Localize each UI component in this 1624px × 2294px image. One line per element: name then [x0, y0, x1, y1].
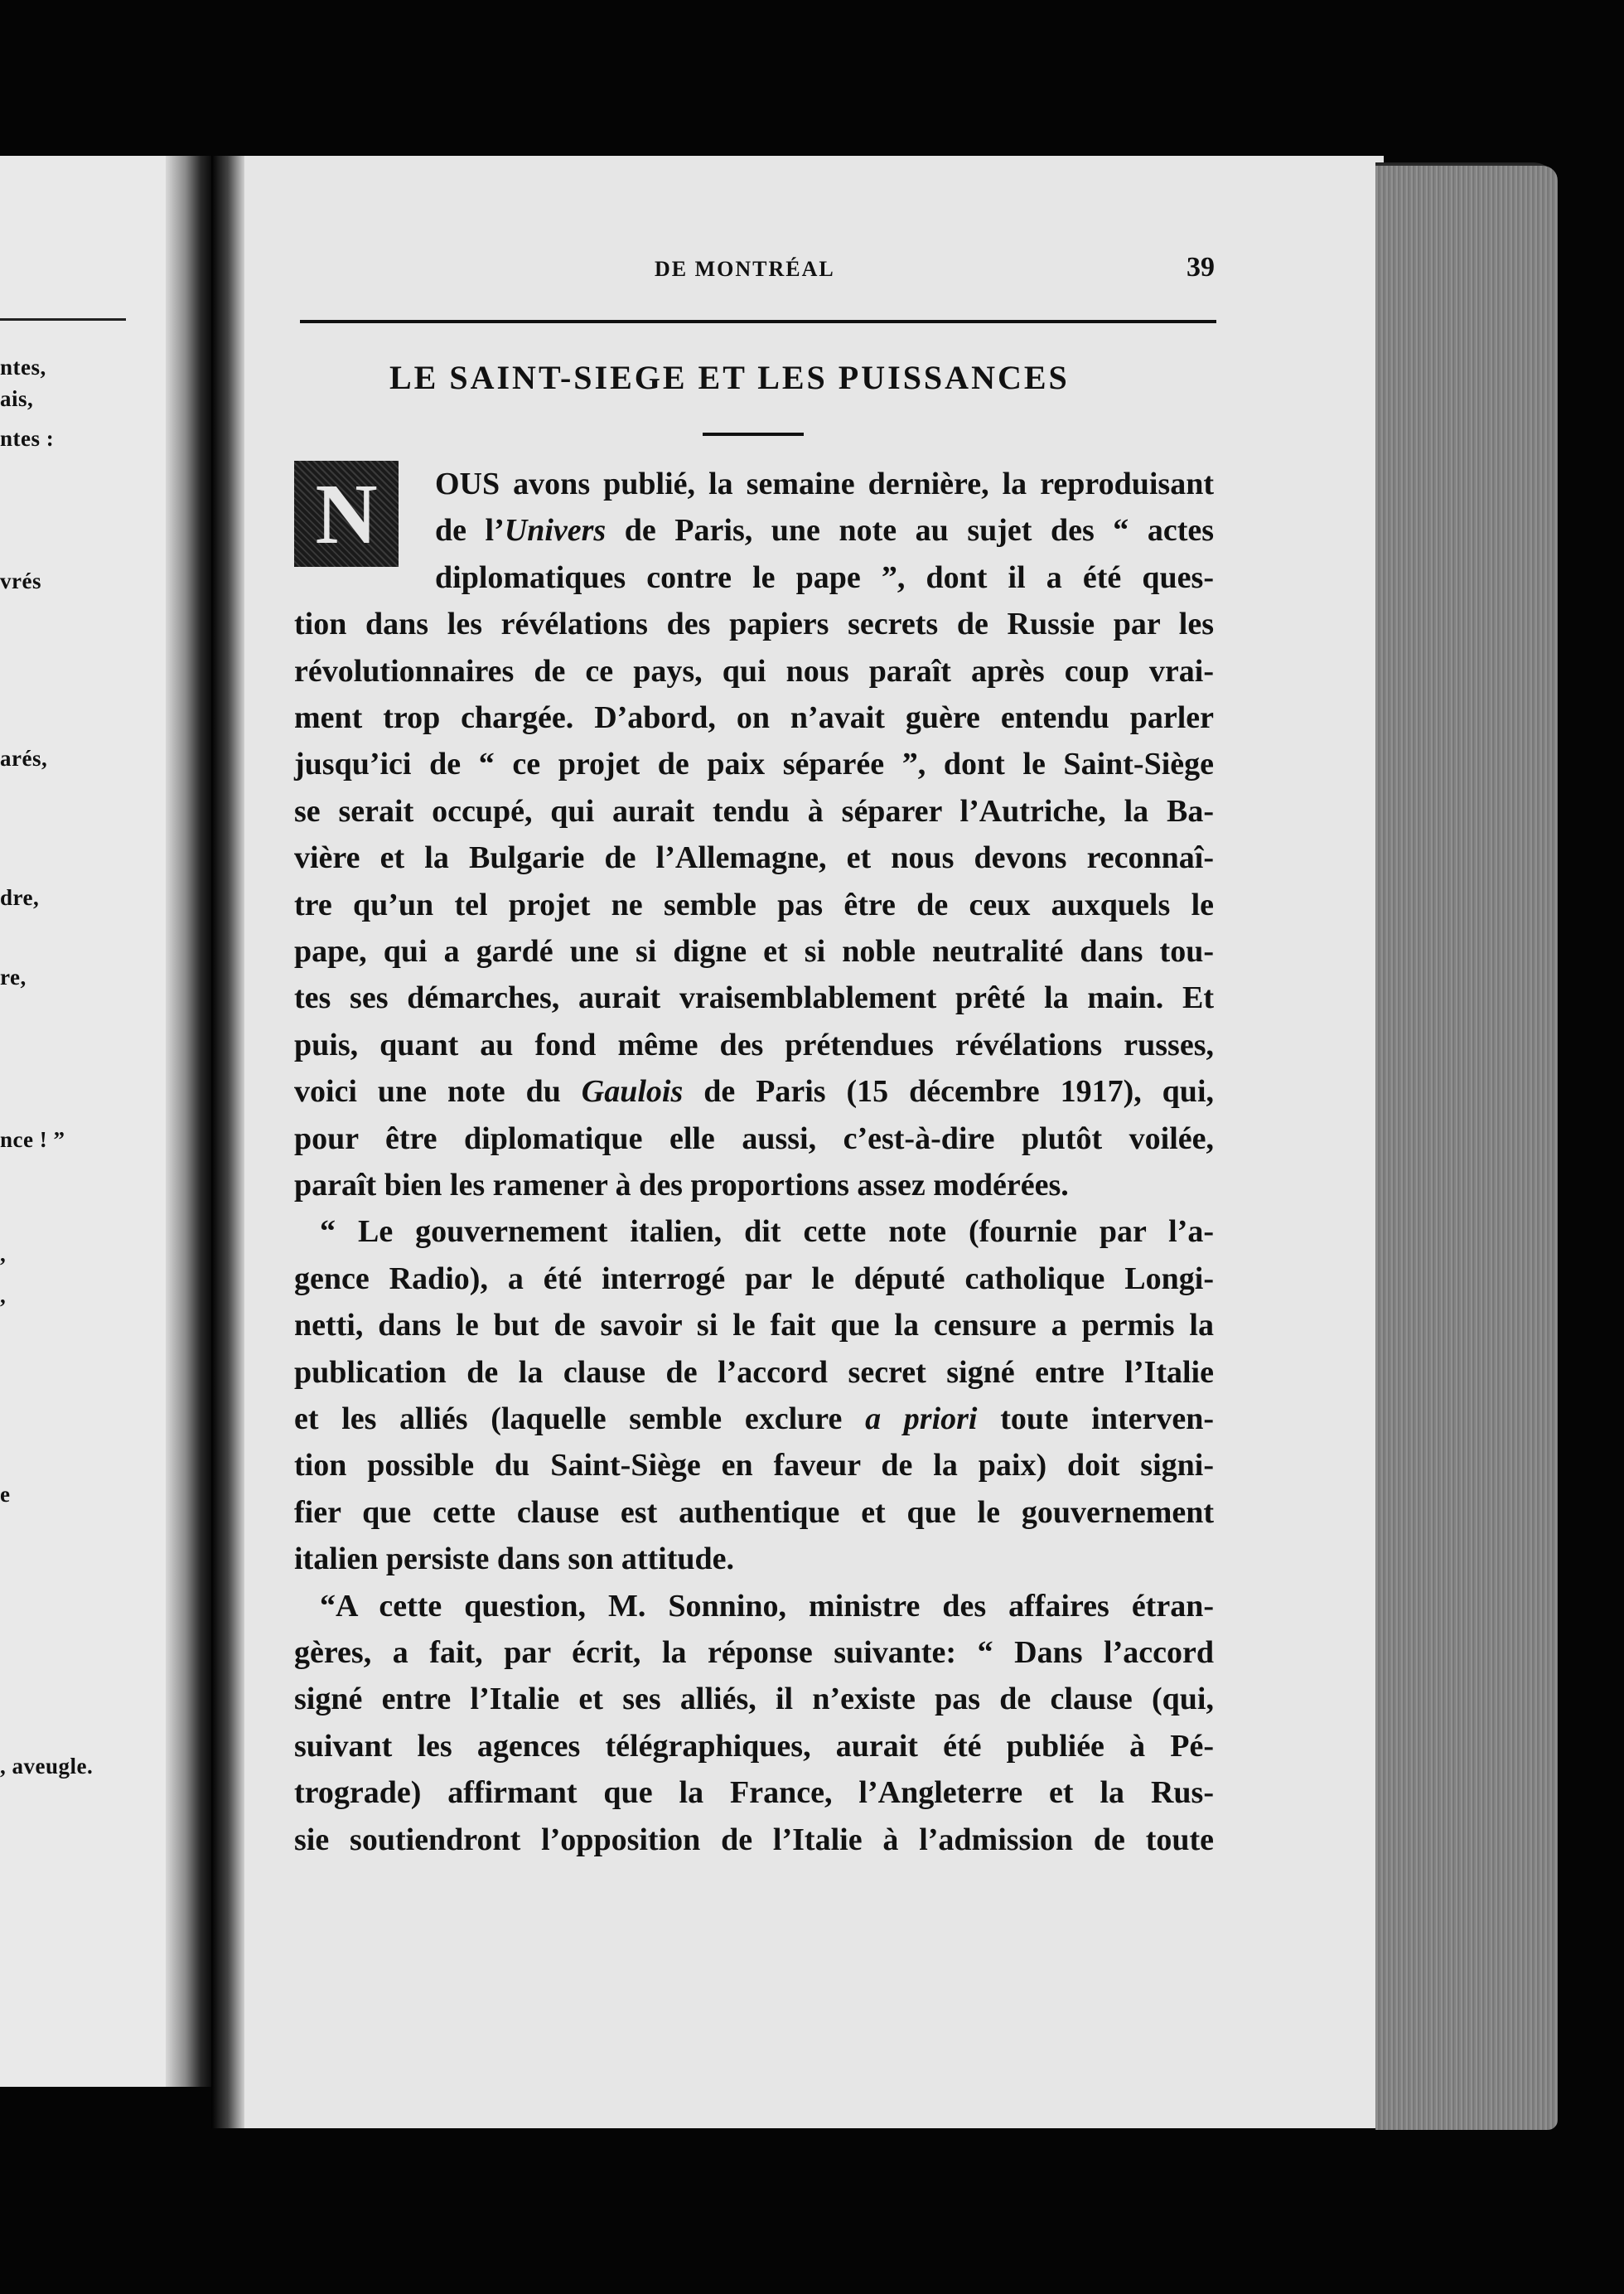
- dropcap-letter: N: [294, 461, 399, 567]
- text-line: trograde) affirmant que la France, l’Angleterre et la Rus-: [294, 1775, 1214, 1811]
- title-rule: [703, 433, 804, 436]
- left-page-rule: [0, 318, 126, 321]
- text-line: diplomatiques contre le pape ”, dont il a été ques-: [435, 559, 1214, 595]
- book-gutter-shadow: [211, 156, 244, 2128]
- text-line: de l’Univers de Paris, une note au sujet des “ actes: [435, 513, 1215, 549]
- article-title: LE SAINT-SIEGE ET LES PUISSANCES: [389, 359, 1070, 396]
- text-line: pour être diplomatique elle aussi, c’est-à-dire plutôt voilée,: [294, 1120, 1214, 1156]
- left-page-fragment: , aveugle.: [0, 1754, 94, 1779]
- book-gutter-left: [166, 156, 215, 2087]
- text-line: italien persiste dans son attitude.: [294, 1541, 734, 1577]
- left-page-fragment: ,: [0, 1283, 7, 1308]
- text-line: jusqu’ici de “ ce projet de paix séparée ”, dont le Saint-Siège: [294, 747, 1214, 782]
- italic-title: Gaulois: [581, 1074, 684, 1110]
- text-line: et les alliés (laquelle semble exclure a priori toute interven-: [294, 1401, 1214, 1436]
- text-line: vière et la Bulgarie de l’Allemagne, et nous devons reconnaî-: [294, 840, 1214, 876]
- text-line: ment trop chargée. D’abord, on n’avait guère entendu parler: [294, 700, 1214, 735]
- left-page-fragment: nce ! ”: [0, 1127, 65, 1152]
- left-page-fragment: arés,: [0, 746, 48, 771]
- text-line: puis, quant au fond même des prétendues révélations russes,: [294, 1027, 1214, 1062]
- left-page-fragment: dre,: [0, 885, 40, 910]
- running-head: DE MONTRÉAL: [655, 257, 835, 281]
- text-line: tion dans les révélations des papiers secrets de Russie par les: [294, 607, 1214, 642]
- text-line: gères, a fait, par écrit, la réponse suivante: “ Dans l’accord: [294, 1635, 1214, 1670]
- text-line: tes ses démarches, aurait vraisemblablement prêté la main. Et: [294, 980, 1214, 1016]
- text-line: paraît bien les ramener à des proportions assez modérées.: [294, 1168, 1069, 1203]
- left-page-fragment: ntes :: [0, 426, 55, 451]
- text-line: pape, qui a gardé une si digne et si noble neutralité dans tou-: [294, 934, 1214, 969]
- page-number: 39: [1187, 252, 1215, 283]
- text-line: tre qu’un tel projet ne semble pas être de ceux auxquels le: [294, 887, 1214, 922]
- text-line: se serait occupé, qui aurait tendu à séparer l’Autriche, la Ba-: [294, 793, 1214, 829]
- text-line: “ Le gouvernement italien, dit cette note (fournie par l’a-: [320, 1214, 1214, 1250]
- text-line: sie soutiendront l’opposition de l’Italie à l’admission de toute: [294, 1822, 1214, 1857]
- left-page-fragment: re,: [0, 965, 27, 990]
- text-line: voici une note du Gaulois de Paris (15 décembre 1917), qui,: [294, 1074, 1214, 1110]
- text-line: fier que cette clause est authentique et que le gouvernement: [294, 1494, 1214, 1530]
- text-line: gence Radio), a été interrogé par le député catholique Longi-: [294, 1261, 1214, 1296]
- left-page-fragment: ais,: [0, 386, 34, 411]
- text-line: “A cette question, M. Sonnino, ministre des affaires étran-: [320, 1588, 1214, 1624]
- italic-title: a priori: [865, 1401, 978, 1436]
- page-block-edge: [1375, 166, 1558, 2130]
- header-rule: [300, 320, 1216, 323]
- left-page-fragment: e: [0, 1482, 11, 1507]
- text-line: suivant les agences télégraphiques, aurait été publiée à Pé-: [294, 1728, 1214, 1764]
- text-line: netti, dans le but de savoir si le fait que la censure a permis la: [294, 1308, 1214, 1343]
- text-line: tion possible du Saint-Siège en faveur de la paix) doit signi-: [294, 1448, 1214, 1483]
- left-page-fragment: vrés: [0, 569, 41, 593]
- text-line: publication de la clause de l’accord secret signé entre l’Italie: [294, 1354, 1214, 1390]
- left-page-fragment: ntes,: [0, 355, 46, 380]
- text-line: signé entre l’Italie et ses alliés, il n’existe pas de clause (qui,: [294, 1682, 1214, 1717]
- text-line: révolutionnaires de ce pays, qui nous paraît après coup vrai-: [294, 653, 1214, 689]
- italic-title: Univers: [504, 513, 607, 549]
- left-page-fragment: ,: [0, 1241, 7, 1266]
- text-line: OUS avons publié, la semaine dernière, la reproduisant: [435, 467, 1214, 501]
